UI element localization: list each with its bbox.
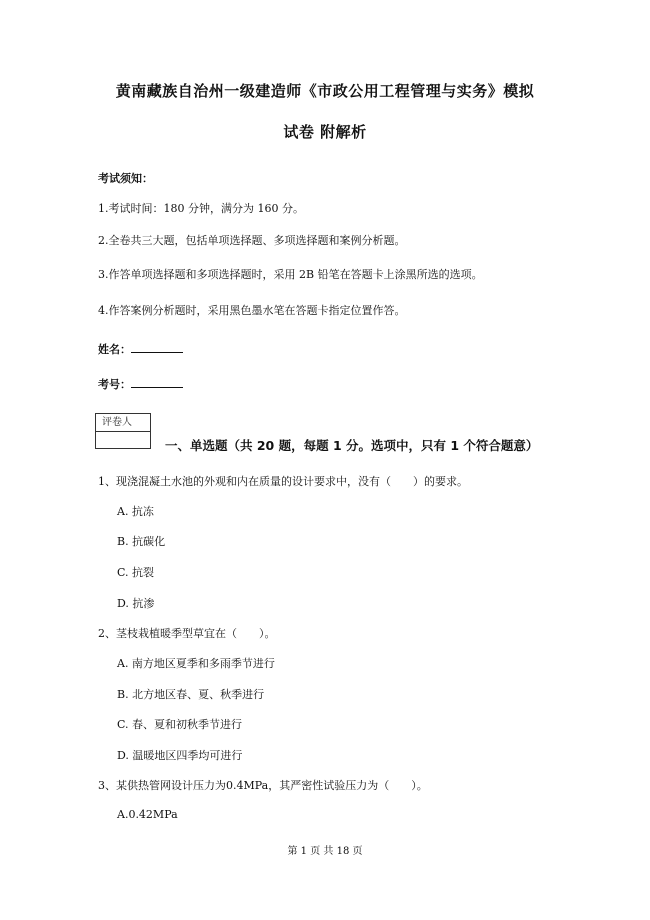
name-blank[interactable]: [131, 342, 183, 353]
section-title: 一、单选题（共 20 题，每题 1 分。选项中，只有 1 个符合题意）: [165, 438, 539, 453]
question-option: C. 抗裂: [117, 566, 155, 579]
document-title-line-1: 黄南藏族自治州一级建造师《市政公用工程管理与实务》模拟: [115, 82, 535, 100]
question-stem: 3、某供热管网设计压力为0.4MPa，其严密性试验压力为（ ）。: [98, 779, 428, 792]
exam-number-field[interactable]: [98, 376, 183, 392]
question-option: A.0.42MPa: [117, 808, 178, 821]
question-option: B. 抗碳化: [117, 535, 166, 548]
notice-item: 3.作答单项选择题和多项选择题时，采用 2B 铅笔在答题卡上涂黑所选的选项。: [98, 268, 483, 281]
question-option: B. 北方地区春、夏、秋季进行: [117, 688, 265, 701]
question-option: A. 抗冻: [117, 505, 154, 518]
notice-item: 4.作答案例分析题时，采用黑色墨水笔在答题卡指定位置作答。: [98, 304, 406, 317]
exam-number-blank[interactable]: [131, 377, 183, 388]
question-option: C. 春、夏和初秋季节进行: [117, 718, 243, 731]
document-title-line-2: 试卷 附解析: [283, 123, 367, 141]
question-stem: 1、现浇混凝土水池的外观和内在质量的设计要求中，没有（ ）的要求。: [98, 475, 468, 488]
question-option: D. 温暖地区四季均可进行: [117, 749, 243, 762]
notice-item: 1.考试时间：180 分钟，满分为 160 分。: [98, 202, 304, 215]
page-footer: 第 1 页 共 18 页: [287, 846, 363, 857]
grader-label: 评卷人: [96, 414, 150, 432]
grader-box: [95, 413, 151, 449]
question-option: A. 南方地区夏季和多雨季节进行: [117, 657, 275, 670]
exam-number-label: 考号：: [98, 378, 131, 391]
notice-heading: 考试须知：: [98, 172, 153, 185]
question-option: D. 抗渗: [117, 597, 155, 610]
question-stem: 2、茎枝栽植暖季型草宜在（ ）。: [98, 627, 276, 640]
notice-item: 2.全卷共三大题，包括单项选择题、多项选择题和案例分析题。: [98, 234, 406, 247]
name-label: 姓名：: [98, 343, 131, 356]
name-field[interactable]: [98, 341, 183, 357]
